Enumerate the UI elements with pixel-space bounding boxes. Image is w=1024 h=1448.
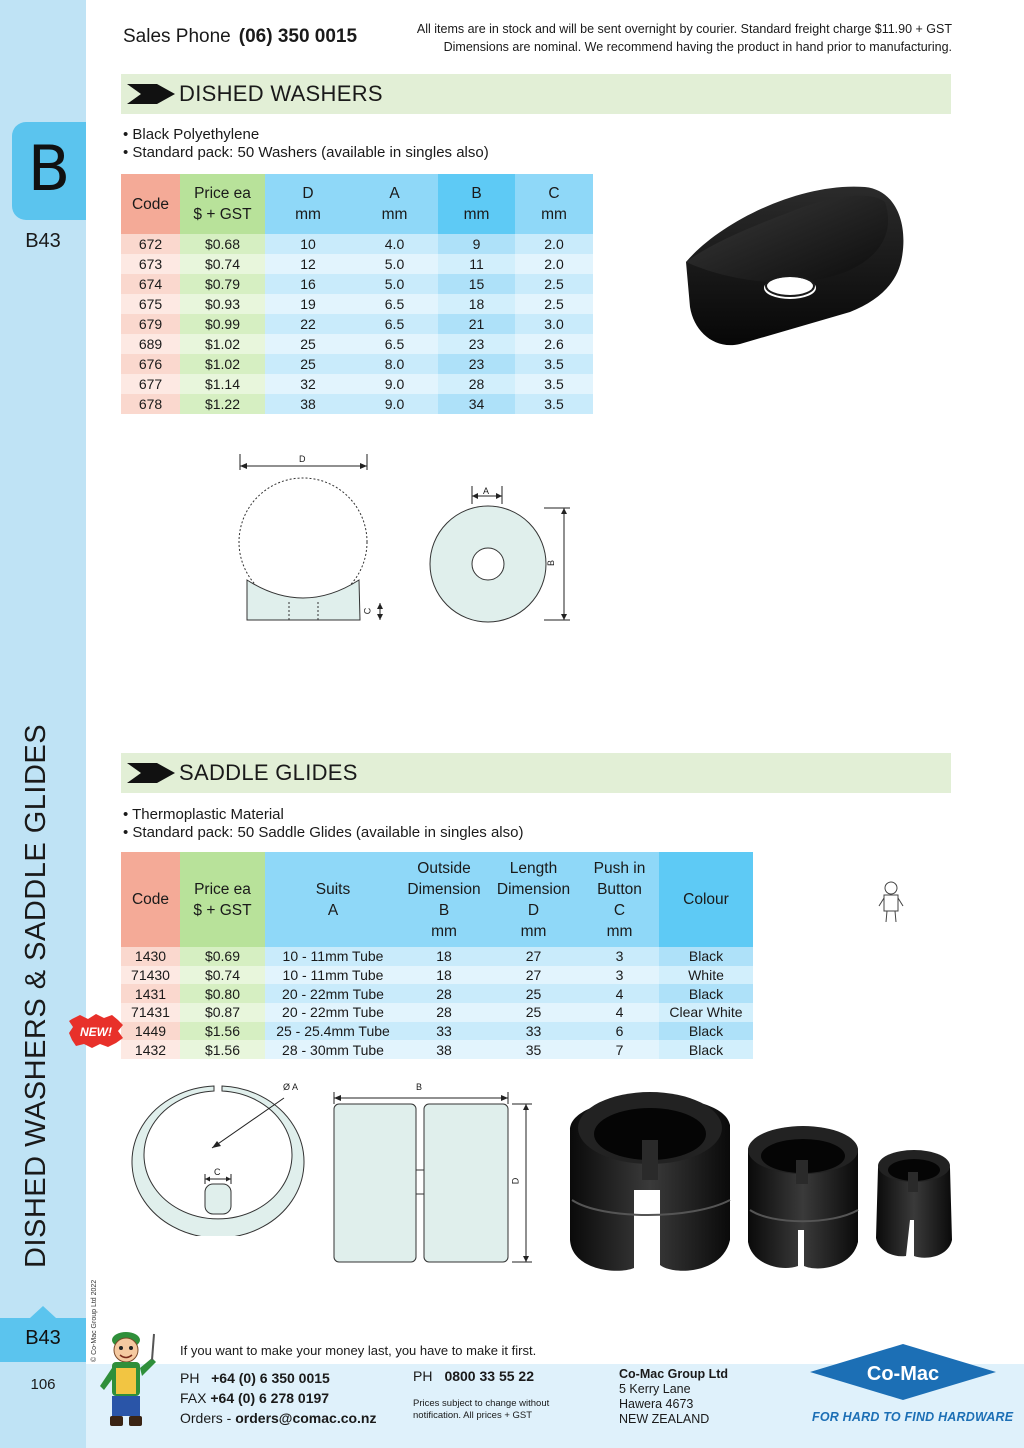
label-b: B — [546, 559, 557, 567]
header-outside-dimension: Outside Dimension B mm — [401, 852, 487, 947]
glide-cell: $0.74 — [180, 966, 265, 985]
washer-cell: 3.5 — [515, 354, 593, 374]
washer-cell: $1.02 — [180, 334, 265, 354]
glide-cell: Clear White — [659, 1003, 753, 1022]
washer-cell: 2.0 — [515, 254, 593, 274]
sales-phone-label: Sales Phone — [123, 26, 231, 47]
glide-cell: 25 - 25.4mm Tube — [265, 1022, 401, 1041]
washer-cell: 2.5 — [515, 274, 593, 294]
washer-cell: 32 — [265, 374, 351, 394]
label-c-glide: C — [214, 1167, 221, 1177]
new-badge — [68, 1013, 124, 1049]
glide-cell: $1.56 — [180, 1022, 265, 1041]
glide-cell: 28 — [401, 984, 487, 1003]
glide-cell: $0.69 — [180, 947, 265, 966]
glides-bullet-pack: • Standard pack: 50 Saddle Glides (available in singles also) — [123, 824, 524, 841]
glide-cell: 10 - 11mm Tube — [265, 947, 401, 966]
header-a: A mm — [351, 174, 438, 234]
washer-cell: 3.0 — [515, 314, 593, 334]
footer-contacts — [180, 1368, 377, 1428]
washer-cell: $0.99 — [180, 314, 265, 334]
header-push-button: Push in Button C mm — [580, 852, 659, 947]
label-a: A — [483, 486, 490, 496]
company-name: Co-Mac Group Ltd — [619, 1367, 729, 1381]
washer-cell: 674 — [121, 274, 180, 294]
washer-cell: 34 — [438, 394, 515, 414]
glide-row — [121, 1022, 753, 1041]
washer-cell: $0.74 — [180, 254, 265, 274]
washer-cell: 2.0 — [515, 234, 593, 254]
header-code: Code — [121, 852, 180, 947]
washer-row — [121, 374, 593, 394]
washer-cell: 25 — [265, 354, 351, 374]
washer-cell: 28 — [438, 374, 515, 394]
ph-number[interactable]: +64 (0) 6 350 0015 — [211, 1370, 330, 1386]
glide-cell: 7 — [580, 1040, 659, 1059]
address-line-3: NEW ZEALAND — [619, 1412, 710, 1426]
fax-number: +64 (0) 6 278 0197 — [210, 1390, 330, 1406]
glide-cell: 1449 — [121, 1022, 180, 1041]
glide-row — [121, 1040, 753, 1059]
header-suits: Suits A — [265, 852, 401, 947]
washer-cell: 5.0 — [351, 274, 438, 294]
washer-row — [121, 314, 593, 334]
washer-cell: 12 — [265, 254, 351, 274]
label-c: C — [362, 607, 373, 615]
glide-row — [121, 1003, 753, 1022]
glide-cell: 1430 — [121, 947, 180, 966]
washer-cell: 2.6 — [515, 334, 593, 354]
header-d: D mm — [265, 174, 351, 234]
section-bar-dished-washers — [121, 74, 951, 114]
comac-logo — [808, 1342, 998, 1402]
footer-tagline: If you want to make your money last, you have to make it first. — [180, 1343, 537, 1358]
header-c: C mm — [515, 174, 593, 234]
glide-cell: 28 — [401, 1003, 487, 1022]
glides-bullet-material: • Thermoplastic Material — [123, 806, 284, 823]
washer-cell: 11 — [438, 254, 515, 274]
address-line-1: 5 Kerry Lane — [619, 1382, 691, 1396]
washer-cell: 678 — [121, 394, 180, 414]
washer-cell: 6.5 — [351, 314, 438, 334]
washers-bullet-pack: • Standard pack: 50 Washers (available in singles also) — [123, 144, 489, 161]
sales-phone — [123, 26, 357, 48]
header-colour: Colour — [659, 852, 753, 947]
washer-cell: 23 — [438, 354, 515, 374]
glide-cell: 1432 — [121, 1040, 180, 1059]
washer-row — [121, 254, 593, 274]
page-code-top: B43 — [25, 230, 61, 252]
washers-header-row — [121, 174, 593, 234]
washer-cell: 10 — [265, 234, 351, 254]
copyright: © Co-Mac Group Ltd 2022 — [91, 1279, 98, 1362]
glide-cell: Black — [659, 1022, 753, 1041]
fine-line-1: Prices subject to change without — [413, 1398, 550, 1409]
label-d: D — [299, 454, 306, 464]
header-price: Price ea $ + GST — [180, 174, 265, 234]
glide-cell: 6 — [580, 1022, 659, 1041]
washer-cell: 19 — [265, 294, 351, 314]
washer-cell: 6.5 — [351, 294, 438, 314]
orders-email-link[interactable]: orders@comac.co.nz — [235, 1410, 377, 1426]
mascot-small-icon — [878, 878, 904, 924]
washer-cell: 9.0 — [351, 394, 438, 414]
washers-bullet-material: • Black Polyethylene — [123, 126, 260, 143]
washer-cell: 677 — [121, 374, 180, 394]
new-badge-text: NEW! — [80, 1025, 112, 1039]
glide-end-diagram — [124, 1076, 309, 1236]
washer-cell: 8.0 — [351, 354, 438, 374]
footer-phone — [180, 1368, 377, 1388]
washer-cell: $1.22 — [180, 394, 265, 414]
glide-cell: 25 — [487, 1003, 580, 1022]
washer-row — [121, 334, 593, 354]
glide-cell: 3 — [580, 966, 659, 985]
washer-cell: 3.5 — [515, 394, 593, 414]
washer-row — [121, 234, 593, 254]
header-notice — [417, 20, 952, 56]
glide-row — [121, 966, 753, 985]
washer-cell: 672 — [121, 234, 180, 254]
header-b: B mm — [438, 174, 515, 234]
glide-cell: 25 — [487, 984, 580, 1003]
vertical-section-title: DISHED WASHERS & SADDLE GLIDES — [20, 723, 52, 1268]
washer-cell: $0.93 — [180, 294, 265, 314]
label-b-glide: B — [416, 1082, 423, 1092]
washer-cell: 9 — [438, 234, 515, 254]
ph2-number[interactable]: 0800 33 55 22 — [444, 1368, 534, 1384]
washer-cell: 673 — [121, 254, 180, 274]
footer-fine-print — [413, 1398, 549, 1422]
washer-cell: 675 — [121, 294, 180, 314]
glide-cell: White — [659, 966, 753, 985]
washer-cell: 22 — [265, 314, 351, 334]
glide-cell: 33 — [401, 1022, 487, 1041]
glide-cell: $0.87 — [180, 1003, 265, 1022]
glide-cell: 35 — [487, 1040, 580, 1059]
washer-row — [121, 274, 593, 294]
glide-cell: 3 — [580, 947, 659, 966]
washer-top-diagram — [424, 482, 574, 627]
washer-cell: 3.5 — [515, 374, 593, 394]
arrow-icon — [127, 763, 175, 783]
washer-row — [121, 294, 593, 314]
glide-cell: 27 — [487, 947, 580, 966]
company-address — [619, 1367, 728, 1427]
header-length-dimension: Length Dimension D mm — [487, 852, 580, 947]
glide-cell: 38 — [401, 1040, 487, 1059]
glide-cell: 20 - 22mm Tube — [265, 1003, 401, 1022]
glide-cell: 71431 — [121, 1003, 180, 1022]
label-d-glide: D — [510, 1177, 521, 1185]
glide-cell: $0.80 — [180, 984, 265, 1003]
glides-header-row — [121, 852, 753, 947]
logo-text: Co-Mac — [866, 1363, 940, 1385]
washers-bullets — [123, 126, 489, 162]
glides-table — [121, 852, 753, 1059]
glide-row — [121, 984, 753, 1003]
address-line-2: Hawera 4673 — [619, 1397, 694, 1411]
ph-label: PH — [180, 1370, 200, 1386]
section-title-dished-washers: DISHED WASHERS — [179, 81, 383, 106]
mascot-illustration — [94, 1326, 158, 1430]
washer-cell: 23 — [438, 334, 515, 354]
section-bar-saddle-glides — [121, 753, 951, 793]
washer-cell: 689 — [121, 334, 180, 354]
page-number: 106 — [30, 1376, 56, 1393]
washer-cell: 5.0 — [351, 254, 438, 274]
washer-row — [121, 394, 593, 414]
section-tab — [12, 122, 86, 220]
footer-fax — [180, 1388, 377, 1408]
washer-cell: 4.0 — [351, 234, 438, 254]
glide-cell: 18 — [401, 947, 487, 966]
header-price: Price ea $ + GST — [180, 852, 265, 947]
header-code: Code — [121, 174, 180, 234]
glide-cell: 33 — [487, 1022, 580, 1041]
washer-row — [121, 354, 593, 374]
glide-cell: 10 - 11mm Tube — [265, 966, 401, 985]
glide-cell: 28 - 30mm Tube — [265, 1040, 401, 1059]
sales-phone-number: (06) 350 0015 — [238, 26, 358, 47]
glide-cell: 4 — [580, 1003, 659, 1022]
glide-cell: 27 — [487, 966, 580, 985]
washer-cell: 9.0 — [351, 374, 438, 394]
washer-cell: 18 — [438, 294, 515, 314]
washer-side-diagram — [232, 448, 392, 628]
logo-tagline: FOR HARD TO FIND HARDWARE — [812, 1410, 1014, 1424]
washer-cell: 38 — [265, 394, 351, 414]
orders-label: Orders - — [180, 1410, 232, 1426]
label-oa: Ø A — [283, 1082, 299, 1092]
fax-label: FAX — [180, 1390, 207, 1406]
ph2-label: PH — [413, 1368, 433, 1384]
page-code-tab-bottom — [0, 1318, 86, 1362]
fine-line-2: notification. All prices + GST — [413, 1410, 533, 1421]
glides-bullets — [123, 806, 523, 842]
washer-cell: 15 — [438, 274, 515, 294]
glide-cell: 18 — [401, 966, 487, 985]
washer-cell: $1.14 — [180, 374, 265, 394]
washer-cell: 21 — [438, 314, 515, 334]
washer-cell: $1.02 — [180, 354, 265, 374]
washer-cell: 679 — [121, 314, 180, 334]
section-letter: B — [27, 132, 71, 205]
washer-cell: $0.68 — [180, 234, 265, 254]
washers-table — [121, 174, 593, 414]
glide-cell: 1431 — [121, 984, 180, 1003]
glide-cell: Black — [659, 947, 753, 966]
notice-line-2: Dimensions are nominal. We recommend having the product in hand prior to manufacturing. — [443, 40, 952, 54]
glide-cell: 4 — [580, 984, 659, 1003]
washer-cell: $0.79 — [180, 274, 265, 294]
dished-washer-photo — [680, 182, 910, 350]
washer-cell: 676 — [121, 354, 180, 374]
washer-cell: 25 — [265, 334, 351, 354]
glide-side-diagram — [328, 1090, 538, 1270]
glide-cell: Black — [659, 984, 753, 1003]
footer-orders — [180, 1408, 377, 1428]
saddle-glides-photo — [562, 1080, 967, 1280]
page-code-bottom: B43 — [25, 1327, 61, 1349]
section-title-saddle-glides: SADDLE GLIDES — [179, 760, 358, 785]
washer-cell: 16 — [265, 274, 351, 294]
glide-cell: 20 - 22mm Tube — [265, 984, 401, 1003]
glide-cell: 71430 — [121, 966, 180, 985]
washer-cell: 6.5 — [351, 334, 438, 354]
glide-cell: Black — [659, 1040, 753, 1059]
glide-cell: $1.56 — [180, 1040, 265, 1059]
notice-line-1: All items are in stock and will be sent overnight by courier. Standard freight charge $11.90 + GST — [416, 22, 952, 36]
arrow-icon — [127, 84, 175, 104]
glide-row — [121, 947, 753, 966]
footer-freephone — [413, 1368, 534, 1384]
washer-cell: 2.5 — [515, 294, 593, 314]
